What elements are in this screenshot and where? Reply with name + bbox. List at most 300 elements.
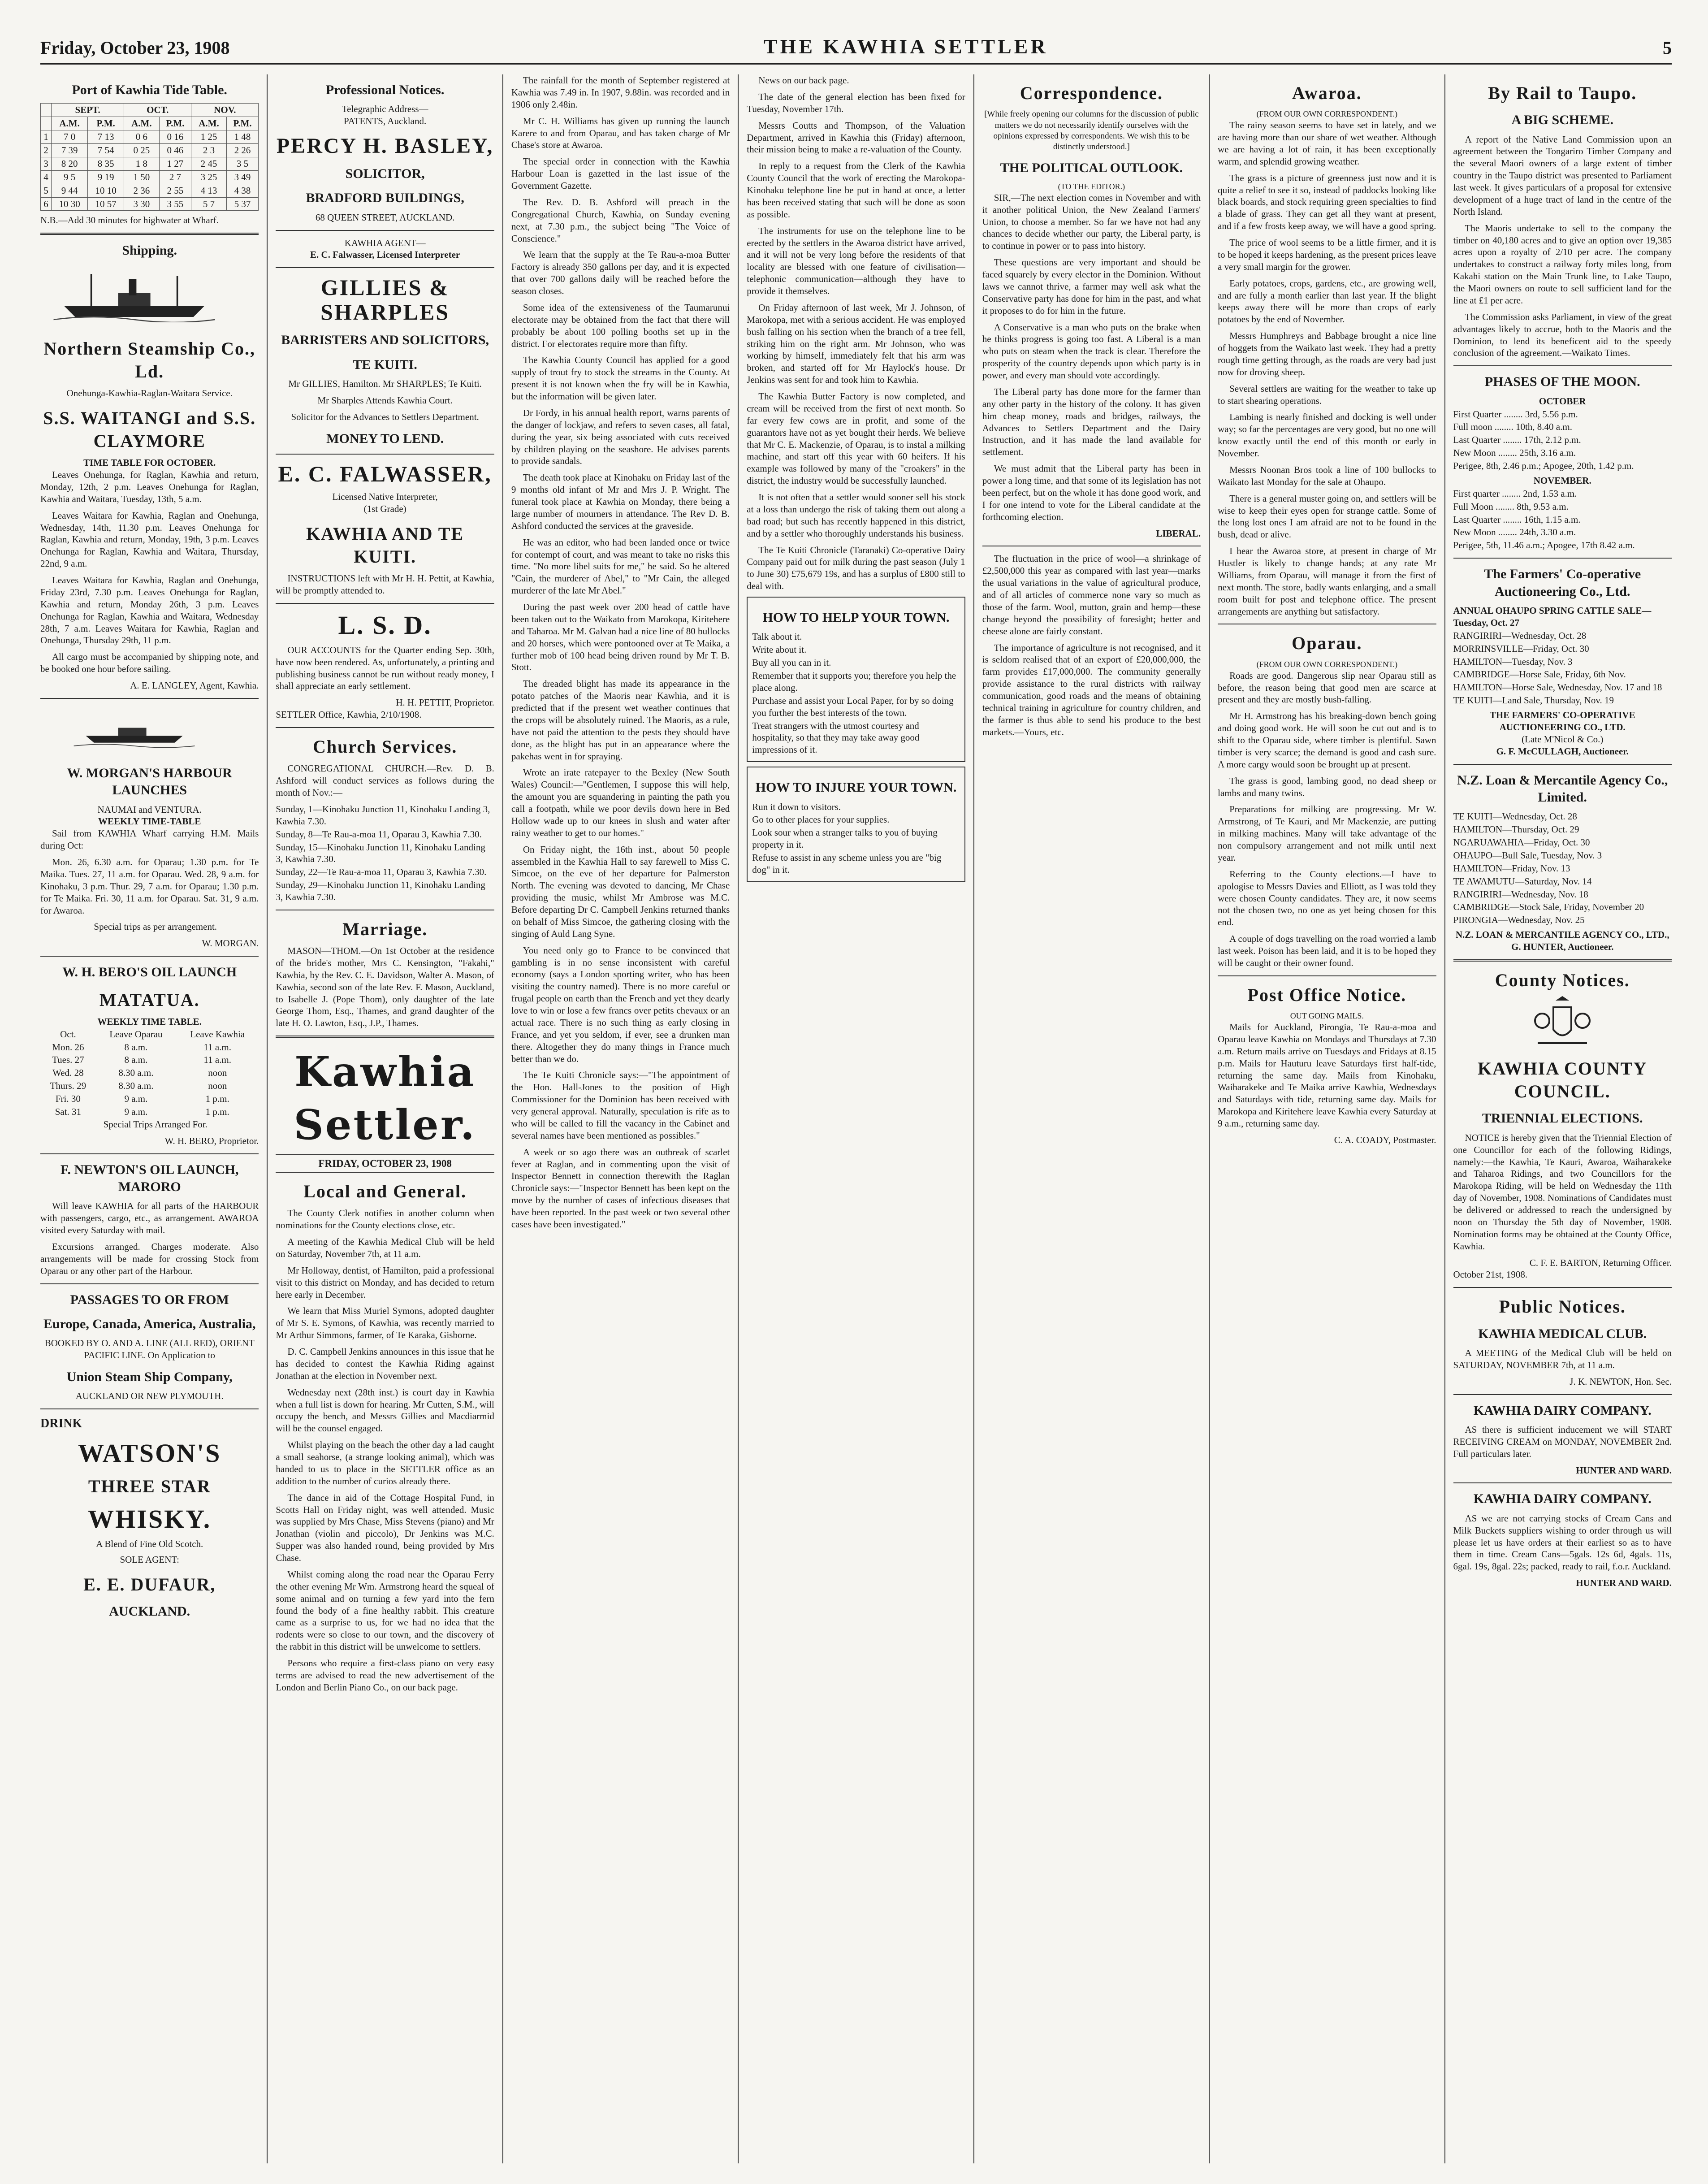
bero-special: Special Trips Arranged For.: [103, 1118, 208, 1130]
bero-cell: Tues. 27: [52, 1054, 84, 1066]
news-item: On Friday afternoon of last week, Mr J. Johnson, of Marokopa, met with a serious accident. He was employed bush falling on his section when the branch of a tree fell, striking him on the right arm. Mr Johnson, who was working by himself, immediately felt that his arm was broken, and started off for Mr Haylock's house. Dr Jenkins was sent for and took him to Kawhia.: [747, 302, 965, 386]
divider: [40, 698, 259, 699]
news-item: Some idea of the extensiveness of the Taumarunui electorate may be obtained from the fact that there will probably be about 100 polling booths set up in the district. For electorates require more than fifty.: [511, 302, 730, 349]
bero-cell: Fri. 30: [55, 1093, 81, 1105]
tide-blank: [41, 117, 52, 130]
watsons-three-star: THREE STAR: [88, 1476, 211, 1496]
divider: [40, 233, 259, 235]
news-item: We learn that the supply at the Te Rau-a-moa Butter Factory is already 350 gallons per day, and it is expected that over 700 gallons daily will be reached before the season closes.: [511, 249, 730, 296]
tide-table-body: [41, 130, 259, 211]
bero-timetable-body: [40, 1028, 259, 1118]
bero-cell: 8 a.m.: [124, 1054, 148, 1066]
how-to-help-line: Remember that it supports you; therefore you help the place along.: [752, 670, 956, 693]
tide-cell: 7 13: [88, 130, 124, 144]
local-item: Persons who require a first-class piano on very easy terms are advised to read the new advertisement of the London and Berlin Piano Co., on our back page.: [276, 1658, 494, 1693]
news-item: The importance of agriculture is not recognised, and it is seldom realised that of an export of £20,000,000, the farm provides £17,000,000. The community generally provide assistance to the rural districts with railway communication, good roads and the means of obtaining technical training in agriculture for country children, and the farmer is thus able to send his produce to the best markets.—Yours, etc.: [982, 642, 1201, 737]
divider: [1453, 764, 1672, 765]
postmaster-signature: C. A. COADY, Postmaster.: [1334, 1134, 1436, 1145]
tide-cell: 2 55: [159, 184, 191, 197]
tide-cell: 3 55: [159, 197, 191, 211]
column-5: [973, 74, 1209, 2163]
passages-text: BOOKED BY O. AND A. LINE (ALL RED), ORIENT PACIFIC LINE. On Application to: [44, 1338, 255, 1361]
issue-date: Friday, October 23, 1908: [40, 38, 230, 58]
county-notices-heading: County Notices.: [1495, 970, 1630, 990]
letter-paragraph: The Liberal party has done more for the farmer than any other party in the history of the colony. It has given him cheap money, roads and bridges, railways, the Advances to Settlers Department and the Dairy Instruction, and it has made the land available for settlement.: [982, 386, 1201, 458]
news-item: It is not often that a settler would sooner sell his stock at a loss than undergo the risk of taking them out along a bad road; but such has recently happened in this district, and by a settler who thoroughly understands his business.: [747, 492, 965, 539]
nsc-schedule: Leaves Onehunga, for Raglan, Kawhia and return, Monday, 12th, 2 p.m. Leaves Onehunga for Raglan, Kawhia and Waitara, Tuesday, 13th, 5 a.m.: [40, 469, 259, 504]
newton-text: Will leave KAWHIA for all parts of the HARBOUR with passengers, cargo, etc., as arrangement. AWAROA visited every Saturday with mail.: [40, 1200, 259, 1236]
divider: [1218, 975, 1436, 976]
nsc-cargo-note: All cargo must be accompanied by shipping note, and be booked one hour before sailing.: [40, 651, 259, 675]
watsons-city: AUCKLAND.: [109, 1603, 190, 1619]
tide-cell: 2 45: [191, 157, 226, 170]
news-item: News on our back page.: [758, 75, 849, 86]
how-to-injure-heading: HOW TO INJURE YOUR TOWN.: [755, 780, 957, 795]
how-to-help-heading: HOW TO HELP YOUR TOWN.: [762, 610, 950, 625]
letter-paragraph: SIR,—The next election comes in November and with it another political Union, the New Zealand Farmers' Union, to choose a member. So far we have not had any chances to decide whether our party, the Liberal party, is to continue in power or to pass into history.: [982, 192, 1201, 251]
tide-cell: 2 36: [124, 184, 159, 197]
council-date: October 21st, 1908.: [1453, 1269, 1528, 1280]
farmers-coop-late: (Late M'Nicol & Co.): [1522, 733, 1604, 745]
local-item: Mr Holloway, dentist, of Hamilton, paid a professional visit to this district on Monday, and has decided to return here early in December.: [276, 1265, 494, 1300]
tide-cell: 0 6: [124, 130, 159, 144]
tide-col: P.M.: [159, 117, 191, 130]
rail-item: The Commission asks Parliament, in view of the great advantages likely to accrue, both to the Maoris and the Dominion, to lend its beneficent aid to the speedy conclusion of the agreement.—Waikato Times.: [1453, 311, 1672, 359]
tide-row: [41, 157, 259, 170]
tide-cell: 4 13: [191, 184, 226, 197]
news-item: The rainfall for the month of September registered at Kawhia was 7.49 in. In 1907, 9.88in. was recorded and in 1906 only 2.48in.: [511, 75, 730, 110]
moon-phase-line: Perigee, 5th, 11.46 a.m.; Apogee, 17th 8.42 a.m.: [1453, 540, 1635, 551]
tide-cell: 1 27: [159, 157, 191, 170]
morgan-special: Special trips as per arrangement.: [94, 921, 217, 932]
farmers-sale-line: HAMILTON—Horse Sale, Wednesday, Nov. 17 and 18: [1453, 682, 1662, 693]
tide-cell: 0 46: [159, 144, 191, 157]
dairy-company-heading: KAWHIA DAIRY COMPANY.: [1473, 1491, 1652, 1507]
news-item: Mr C. H. Williams has given up running the launch Karere to and from Oparau, and has taken charge of Mr Chase's store at Awaroa.: [511, 115, 730, 151]
awaroa-correspondent: (FROM OUR OWN CORRESPONDENT.): [1256, 109, 1398, 119]
morgan-signature: W. MORGAN.: [202, 938, 259, 949]
tide-cell: 9 19: [88, 170, 124, 184]
bero-cell: Sat. 31: [55, 1106, 82, 1117]
moon-october: OCTOBER: [1539, 395, 1586, 407]
column-1: [40, 74, 267, 2163]
church-item: Sunday, 1—Kinohaku Junction 11, Kinohaku Landing 3, Kawhia 7.30.: [276, 803, 490, 827]
farmers-sale-line: HAMILTON—Tuesday, Nov. 3: [1453, 656, 1573, 667]
launch-illustration: [40, 710, 228, 750]
moon-phase-line: New Moon ........ 24th, 3.30 a.m.: [1453, 527, 1576, 538]
moon-phase-line: First Quarter ........ 3rd, 5.56 p.m.: [1453, 408, 1578, 420]
awaroa-item: The price of wool seems to be a little firmer, and it is to be hoped it keeps hardening, as the present prices leave a very small margin for the grower.: [1218, 237, 1436, 272]
lsd-office: SETTLER Office, Kawhia, 2/10/1908.: [276, 709, 422, 720]
correspondence-heading: Correspondence.: [1020, 83, 1163, 103]
local-item: Whilst coming along the road near the Oparau Ferry the other evening Mr Wm. Armstrong heard the squeal of some animal and on turning a few yard into the fern found the body of a fine healthy rabbit. This creature came as a surprise to us, for we had no idea that the rodents were so close to our town, and the discovery of the rabbit in this district will be unwelcome to settlers.: [276, 1569, 494, 1652]
money-to-lend: MONEY TO LEND.: [326, 431, 444, 446]
dairy-company-signature: HUNTER AND WARD.: [1576, 1577, 1672, 1589]
news-item: Messrs Coutts and Thompson, of the Valuation Department, arrived in Kawhia this (Friday) afternoon, their mission being to make a re-valuation of the County.: [747, 120, 965, 155]
passages-heading: PASSAGES TO OR FROM: [70, 1292, 229, 1307]
news-item: The Kawhia County Council has applied for a good supply of trout fry to stock the streams in the County. At present it is not known when the fry will be in Kawhia, but the information will be given later.: [511, 355, 730, 402]
letter-paragraph: A Conservative is a man who puts on the brake when he thinks progress is going too fast. A Liberal is a man who puts on steam when the track is clear. Therefore the prosperity of the country depends upon which party is in power, and every man should vote accordingly.: [982, 321, 1201, 381]
news-item: Dr Fordy, in his annual health report, warns parents of the danger of lockjaw, and refers to seven cases, all fatal, during the year, six being associated with cuts received by children playing on the seashore. He advises parents to provide sandals.: [511, 407, 730, 467]
oparau-correspondent: (FROM OUR OWN CORRESPONDENT.): [1256, 659, 1398, 669]
divider: [276, 267, 494, 268]
nz-loan-sale-line: HAMILTON—Friday, Nov. 13: [1453, 862, 1570, 874]
farmers-sale-line: TE KUITI—Land Sale, Thursday, Nov. 19: [1453, 695, 1614, 706]
tide-cell: 2 3: [191, 144, 226, 157]
awaroa-item: The rainy season seems to have set in lately, and we are having more than our share of wet weather. Although we are having a lot of rain, it has been exceptionally warm, and splendid growing weather.: [1218, 120, 1436, 167]
news-item: He was an editor, who had been landed once or twice for contempt of court, and was meant to take no risks this time. "No more libel suits for me," he said. So he altered "Cain, the murderer of Abel," to "Mr Cain, the alleged murderer of the late Mr Abel.": [511, 537, 730, 596]
tide-cell: 2: [41, 144, 52, 157]
bero-launch: W. H. BERO'S OIL LAUNCH: [62, 965, 237, 980]
big-scheme-subhead: A BIG SCHEME.: [1511, 113, 1614, 128]
steamship-illustration: [40, 269, 228, 322]
tide-col: P.M.: [226, 117, 259, 130]
letter-paragraph: These questions are very important and should be faced squarely by every elector in the Dominion. Without laws we cannot thrive, a farmer may well ask what the Conservative party has done for him in the past, and what it proposes to do for him in the future.: [982, 257, 1201, 316]
bero-cell: Wed. 28: [52, 1067, 84, 1079]
bero-signature: W. H. BERO, Proprietor.: [164, 1135, 259, 1146]
moon-phase-line: First quarter ........ 2nd, 1.53 a.m.: [1453, 488, 1577, 499]
tide-row: [41, 130, 259, 144]
oparau-item: A couple of dogs travelling on the road worried a lamb last week. Poison has been laid, and it is to be hoped they will be caught or their owner found.: [1218, 933, 1436, 968]
moon-phases-heading: PHASES OF THE MOON.: [1484, 374, 1640, 390]
tide-cell: 0 16: [159, 130, 191, 144]
letter-signature: LIBERAL.: [1156, 528, 1201, 539]
how-to-help-line: Purchase and assist your Local Paper, for by so doing you further the best interests of the town.: [752, 695, 954, 718]
nz-loan-heading: N.Z. Loan & Mercantile Agency Co., Limited.: [1457, 772, 1668, 805]
church-item: Sunday, 22—Te Rau-a-moa 11, Oparau 3, Kawhia 7.30.: [276, 867, 487, 878]
moon-phase-line: Last Quarter ........ 17th, 2.12 p.m.: [1453, 434, 1581, 446]
divider: [1453, 1287, 1672, 1288]
tide-cell: 10 10: [88, 184, 124, 197]
bero-row: [40, 1028, 259, 1041]
farmers-coop-heading: The Farmers' Co-operative Auctioneering Co., Ltd.: [1484, 567, 1641, 599]
bero-cell: 1 p.m.: [205, 1093, 229, 1105]
watsons-brand: WATSON'S: [78, 1439, 221, 1468]
divider: [276, 603, 494, 604]
bero-ship: MATATUA.: [99, 989, 200, 1010]
bero-cell: Mon. 26: [52, 1041, 84, 1053]
basley-address: 68 QUEEN STREET, AUCKLAND.: [315, 212, 455, 223]
news-item: During the past week over 200 head of cattle have been taken out to the Waikato from Marokopa, Kiritehere and Taharoa. Mr M. Galvan had a nice line of 80 bullocks and 20 horses, which were pontooned over at Te Maika, a further mob of 100 head being driven round by Mr T. B. Stott.: [511, 602, 730, 673]
gillies-sharples-advances: Solicitor for the Advances to Settlers Department.: [291, 411, 479, 422]
post-office-text: Mails for Auckland, Pirongia, Te Rau-a-moa and Oparau leave Kawhia on Mondays and Thursdays at 7.30 a.m. Return mails arrive on Tuesdays and Fridays at 8.15 p.m. Mails for Hauturu leave Saturdays first half-tide, returning the same day. Mails from Kinohaku, Waiharakeke and Te Maika arrive Kawhia, Wednesdays and Saturdays with tide, returning same day. Mails for Marokopa and Kiritehere leave Kawhia every Saturday at 9 a.m., returning same day.: [1218, 1022, 1436, 1129]
nz-loan-sale-line: PIRONGIA—Wednesday, Nov. 25: [1453, 914, 1585, 926]
how-to-injure-box: [747, 767, 965, 882]
county-council-name: KAWHIA COUNTY COUNCIL.: [1478, 1058, 1647, 1102]
shipping-heading: Shipping.: [122, 243, 177, 258]
tide-month-oct: OCT.: [124, 104, 191, 117]
farmers-sale-line: CAMBRIDGE—Horse Sale, Friday, 6th Nov.: [1453, 669, 1626, 680]
nsc-schedule: Leaves Waitara for Kawhia, Raglan and Onehunga, Wednesday, 14th, 11.30 p.m. Leaves Onehunga for Raglan, Kawhia and return, Monday, 19th, 3 p.m. Leaves Onehunga for Raglan, Kawhia and Waitara, Thursday, 22nd, 9 a.m.: [40, 510, 259, 569]
medical-club-notice: A MEETING of the Medical Club will be held on SATURDAY, NOVEMBER 7th, at 11 a.m.: [1453, 1347, 1672, 1370]
falwasser-grade: (1st Grade): [363, 503, 406, 515]
divider: [276, 1036, 494, 1038]
column-3: [502, 74, 738, 2163]
tide-month-sept: SEPT.: [52, 104, 124, 117]
divider: [40, 1408, 259, 1409]
morgan-schedule: Mon. 26, 6.30 a.m. for Oparau; 1.30 p.m. for Te Maika. Tues. 27, 11 a.m. for Oparau. Wed. 28, 9 a.m. for Kinohaku, 3 p.m. Thur. 29, 7 a.m. for Oparau; 1.30 p.m. for Te Maika. Fri. 30, 11 a.m. for Oparau. Sat. 31, 9 a.m. for Awaroa.: [40, 857, 259, 916]
dairy-company-notice: AS we are not carrying stocks of Cream Cans and Milk Buckets suppliers wishing to order through us will please let us have orders at their earliest so as to have them in time. Cream Cans—5gals. 12s 6d, 4gals. 11s, 6gal. 19s, 8gal. 22s; packed, ready to rail, f.o.r. Auckland.: [1453, 1512, 1672, 1572]
tide-cell: 1: [41, 130, 52, 144]
church-item: Sunday, 29—Kinohaku Junction 11, Kinohaku Landing 3, Kawhia 7.30.: [276, 880, 485, 902]
gillies-sharples-court: Mr Sharples Attends Kawhia Court.: [317, 395, 453, 406]
council-signature: C. F. E. BARTON, Returning Officer.: [1529, 1257, 1672, 1268]
nz-loan-sale-line: TE AWAMUTU—Saturday, Nov. 14: [1453, 875, 1592, 887]
divider: [276, 727, 494, 728]
tide-cell: 10 57: [88, 197, 124, 211]
awaroa-item: I hear the Awaroa store, at present in charge of Mr Hustler is likely to change hands; at any rate Mr Williams, from Oparau, will manage it from the first of next month. The store, badly wants enlarging, and a small room built for post and telephone office. The present arrangements are anything but satisfactory.: [1218, 546, 1436, 617]
nz-loan-sale-line: OHAUPO—Bull Sale, Tuesday, Nov. 3: [1453, 849, 1602, 861]
moon-phase-line: Full moon ........ 10th, 8.40 a.m.: [1453, 421, 1572, 433]
morgan-schedule: Sail from KAWHIA Wharf carrying H.M. Mails during Oct:: [40, 828, 259, 851]
bero-timetable: [40, 1028, 259, 1118]
kawhia-agent-label: KAWHIA AGENT—: [344, 237, 426, 248]
bero-cell: 9 a.m.: [124, 1093, 148, 1105]
tide-cell: 1 8: [124, 157, 159, 170]
basley-name: PERCY H. BASLEY,: [276, 134, 494, 158]
watsons-agent-label: SOLE AGENT:: [120, 1554, 179, 1565]
bero-row: [40, 1092, 259, 1105]
moon-phase-line: Perigee, 8th, 2.46 p.m.; Apogee, 20th, 1.42 p.m.: [1453, 460, 1634, 472]
local-item: A meeting of the Kawhia Medical Club will be held on Saturday, November 7th, at 11 a.m.: [276, 1236, 494, 1259]
news-item: Wrote an irate ratepayer to the Bexley (New South Wales) Council:—"Gentlemen, I suppose this will help, the amount you are squandering in painting the path you call a footpath, while we poor devils down here in Bed Hollow wade up to our knees in slush and water after rainy weather to get to our homes.": [511, 767, 730, 838]
basley-title: SOLICITOR,: [345, 166, 425, 181]
falwasser-title: Licensed Native Interpreter,: [332, 491, 438, 503]
how-to-help-line: Write about it.: [752, 644, 807, 655]
bero-row: [40, 1105, 259, 1118]
nz-loan-auctioneer: G. HUNTER, Auctioneer.: [1511, 941, 1614, 953]
oparau-item: Preparations for milking are progressing. Mr W. Armstrong, of Te Kauri, and Mr Mackenzie, are putting in milking machines. Many will take advantage of the non compulsory arrangement and not milk until next year.: [1218, 804, 1436, 863]
rail-item: The Maoris undertake to sell to the company the timber on 40,180 acres and to give an option over 19,385 acres upon a royalty of 2/10 per acre. The company undertakes to construct a railway forty miles long, from Kakahi station on the Main Trunk line, to Lake Taupo, the Maori owners on route to sell sufficient land for the line at £1 per acre.: [1453, 222, 1672, 306]
tide-col: P.M.: [88, 117, 124, 130]
awaroa-item: Messrs Humphreys and Babbage brought a nice line of hoggets from the Waikato last week. They had a pretty rough time getting through, as the roads are very bad just now for droving sheep.: [1218, 330, 1436, 377]
bero-cell: noon: [208, 1080, 227, 1092]
tide-day-header: [41, 104, 52, 117]
tide-col: A.M.: [124, 117, 159, 130]
morgan-timetable-title: WEEKLY TIME-TABLE: [98, 816, 201, 827]
tide-cell: 2 7: [159, 170, 191, 184]
divider: [276, 454, 494, 455]
how-to-help-box: [747, 597, 965, 762]
lsd-signature: H. H. PETTIT, Proprietor.: [396, 697, 494, 708]
lsd-text: OUR ACCOUNTS for the Quarter ending Sep. 30th, have now been rendered. As, unfortunately, a printing and publishing business cannot be run without ready money, I shall appreciate an early settlement.: [276, 644, 494, 692]
moon-phase-line: New Moon ........ 25th, 3.16 a.m.: [1453, 447, 1576, 459]
tide-note: N.B.—Add 30 minutes for highwater at Wharf.: [40, 215, 219, 226]
awaroa-item: There is a general muster going on, and settlers will be wise to keep their eyes open for strange cattle. Some of the long lost ones I am afraid are not to be found in the bush, dead or alive.: [1218, 493, 1436, 540]
letter-paragraph: We must admit that the Liberal party has been in power a long time, and that some of its legislation has not been perfect, but on the whole it has done good work, and I for one intend to vote for the Liberal candidate at the forthcoming election.: [982, 463, 1201, 522]
how-to-help-line: Buy all you can in it.: [752, 657, 831, 668]
marriage-heading: Marriage.: [342, 919, 428, 939]
outgoing-mails-label: OUT GOING MAILS.: [1290, 1011, 1364, 1020]
news-item: The Te Kuiti Chronicle says:—"The appointment of the Hon. Hall-Jones to the position of High Commissioner for the Dominion has been received with very general approval. Naturally, speculation is rife as to who will be called to fill the vacancy in the Cabinet and several names have been mentioned as possibles.": [511, 1070, 730, 1141]
moon-november: NOVEMBER.: [1533, 475, 1591, 486]
professional-notices-heading: Professional Notices.: [325, 82, 445, 97]
political-outlook-heading: THE POLITICAL OUTLOOK.: [1000, 160, 1183, 176]
telegraphic-address: Telegraphic Address—: [342, 104, 428, 115]
column-2: [267, 74, 502, 2163]
awaroa-heading: Awaroa.: [1292, 83, 1362, 103]
awaroa-item: Lambing is nearly finished and docking is well under way; so far the percentages are very good, but no one will know exactly until the end of this month or early in November.: [1218, 412, 1436, 459]
divider: [1453, 959, 1672, 962]
tide-cell: 5 7: [191, 197, 226, 211]
nsc-agent: A. E. LANGLEY, Agent, Kawhia.: [130, 680, 259, 691]
news-item: The Te Kuiti Chronicle (Taranaki) Co-operative Dairy Company paid out for milk during the past season (July 1 to June 30) £75,679 19s, and has a surplus of £800 still to deal with.: [747, 544, 965, 592]
bero-cell: Leave Oparau: [109, 1028, 163, 1040]
divider: [1453, 1394, 1672, 1395]
church-list: [276, 803, 494, 903]
tide-cell: 2 26: [226, 144, 259, 157]
local-item: D. C. Campbell Jenkins announces in this issue that he has decided to contest the Kawhia Riding against Jonathan at the election in November next.: [276, 1346, 494, 1381]
news-item: The Kawhia Butter Factory is now completed, and cream will be received from the first of next month. So far every few cows are in profit, and some of the guarantors have not as yet bought their herds. We believe that Mr C. E. Mackenzie, of Oparau, is to instal a milking machine, and start off this year with 60 heifers. If his example was followed by many of the "croakers" in the district, the industry would be successfully launched.: [747, 391, 965, 486]
medical-club-signature: J. K. NEWTON, Hon. Sec.: [1570, 1376, 1672, 1387]
tide-month-nov: NOV.: [191, 104, 259, 117]
tide-cell: 6: [41, 197, 52, 211]
bero-row: [40, 1053, 259, 1066]
newspaper-page: [40, 31, 1672, 2165]
tide-cell: 5 37: [226, 197, 259, 211]
page-number: 5: [1663, 38, 1672, 58]
to-the-editor: (TO THE EDITOR.): [1058, 182, 1125, 191]
falwasser-towns: KAWHIA AND TE KUITI.: [306, 523, 464, 567]
morgan-ships: NAUMAI and VENTURA.: [97, 804, 202, 815]
nsc-schedule: Leaves Waitara for Kawhia, Raglan and Onehunga, Friday 23rd, 7.30 p.m. Leaves Onehunga for Raglan, Kawhia and return, Monday 26th, 3 p.m. Leaves Onehunga for Raglan, Kawhia and Waitara, Wednesday 28th, 7 a.m. Leaves Waitara for Kawhia, Raglan and Onehunga, Thursday 29th, 11 p.m.: [40, 575, 259, 646]
rail-taupo-heading: By Rail to Taupo.: [1488, 83, 1637, 103]
nsc-company: Northern Steamship Co., Ld.: [43, 338, 256, 381]
bero-cell: 1 p.m.: [205, 1106, 229, 1117]
how-to-injure-line: Look sour when a stranger talks to you of buying property in it.: [752, 827, 938, 850]
news-item: You need only go to France to be convinced that gambling is in no sense inconsistent with careful economy (says a London sporting writer, who has been visiting the country named). There is no more careful or frugal people on earth than the French and yet they dearly love to win or lose a few francs over petits chevaux or an actual race. There is no such thing as early closing in France, and yet you seldom, if ever, see a drunken man there. Altogether they do many things in France much better than we do.: [511, 945, 730, 1064]
newton-launch: F. NEWTON'S OIL LAUNCH, MARORO: [60, 1162, 239, 1194]
watsons-blend: A Blend of Fine Old Scotch.: [96, 1538, 203, 1549]
farmers-sale-line: MORRINSVILLE—Friday, Oct. 30: [1453, 643, 1589, 654]
public-notices-heading: Public Notices.: [1499, 1296, 1626, 1317]
nsc-timetable-title: TIME TABLE FOR OCTOBER.: [83, 457, 216, 468]
correspondence-disclaimer: [While freely opening our columns for the discussion of public matters we do not necessarily identify ourselves with the opinions expressed by correspondents. We wish this to be distinctly understood.]: [984, 109, 1199, 152]
news-item: The special order in connection with the Kawhia Harbour Loan is gazetted in the last issue of the Government Gazette.: [511, 156, 730, 191]
moon-phase-line: Last Quarter ........ 16th, 1.15 a.m.: [1453, 514, 1581, 525]
oparau-item: Mr H. Armstrong has his breaking-down bench going and doing good work. He will soon be cut out and is to shift to the Oparau side, where timber is plentiful. Sawn timber is very scarce; the demand is good and cash sure. A more cargy would soon be brought up at present.: [1218, 711, 1436, 770]
dairy-company-heading: KAWHIA DAIRY COMPANY.: [1473, 1403, 1652, 1418]
moon-phase-line: Full Moon ........ 8th, 9.53 a.m.: [1453, 501, 1569, 512]
falwasser-name: E. C. FALWASSER,: [278, 461, 492, 487]
news-item: The dreaded blight has made its appearance in the potato patches of the Maoris near Kawhia, and it is predicted that if the present wet weather continues that the crops will be absolutely ruined. The Maoris, as a rule, have not paid the attention to the pests they should have done, as the blight has put in an appearance where the pakehas went in for spraying.: [511, 678, 730, 762]
tide-cell: 4 38: [226, 184, 259, 197]
news-item: The instruments for use on the telephone line to be erected by the settlers in the Awaroa district have arrived, and it will not be very long before the residents of that locality are blessed with one feature of civilisation—telephonic communication—although they have to provide it themselves.: [747, 225, 965, 296]
newton-text: Excursions arranged. Charges moderate. Also arrangements will be made for crossing Stock from Oparau or any other part of the Harbour.: [40, 1241, 259, 1276]
tide-row: [41, 170, 259, 184]
nz-loan-sale-line: CAMBRIDGE—Stock Sale, Friday, November 20: [1453, 901, 1644, 913]
oparau-item: Roads are good. Dangerous slip near Oparau still as before, the reason being that good men are scarce at present and they are mostly bush-falling.: [1218, 670, 1436, 705]
tide-row: [41, 197, 259, 211]
bero-timetable-title: WEEKLY TIME TABLE.: [97, 1016, 202, 1027]
farmers-coop-sale: ANNUAL OHAUPO SPRING CATTLE SALE—Tuesday, Oct. 27: [1453, 605, 1652, 628]
bero-cell: 8.30 a.m.: [118, 1067, 154, 1079]
church-item: Sunday, 15—Kinohaku Junction 11, Kinohaku Landing 3, Kawhia 7.30.: [276, 841, 485, 865]
nz-loan-company: N.Z. LOAN & MERCANTILE AGENCY CO., LTD.,: [1455, 929, 1669, 940]
paper-nameplate: Kawhia Settler.: [294, 1048, 476, 1149]
news-item: A week or so ago there was an outbreak of scarlet fever at Raglan, and in commenting upon the visit of Inspector Bennett in connection therewith the Raglan Chronicle says:—"Inspector Bennett has been kept on the move by the number of cases of infectious diseases that have been reported. In the past week or two several other cases have been investigated.": [511, 1146, 730, 1230]
dairy-company-signature: HUNTER AND WARD.: [1576, 1465, 1672, 1476]
divider: [1453, 1482, 1672, 1483]
gillies-sharples-title: BARRISTERS AND SOLICITORS,: [281, 333, 489, 348]
church-text: CONGREGATIONAL CHURCH.—Rev. D. B. Ashford will conduct services as follows during the month of Nov.:—: [276, 763, 494, 798]
news-item: The Rev. D. B. Ashford will preach in the Congregational Church, Kawhia, on Sunday evening next, at 7.30 p.m., the subject being "The Voice of Conscience.": [511, 196, 730, 244]
basley-building: BRADFORD BUILDINGS,: [306, 191, 464, 206]
local-general-heading: Local and General.: [303, 1181, 467, 1202]
tide-cell: 0 25: [124, 144, 159, 157]
tide-cell: 4: [41, 170, 52, 184]
tide-cell: 1 50: [124, 170, 159, 184]
divider: [1453, 365, 1672, 366]
council-notice: NOTICE is hereby given that the Triennial Election of one Councillor for each of the following Ridings, namely:—the Kawhia, Te Kauri, Awaroa, Waiharakeke and Taharoa Ridings, and two Councillors for the Marokopa Riding, will be held on Wednesday the 11th day of November, 1908. Nominations of Candidates must be delivered or addressed to reach the undersigned by noon on Thursday the 5th day of November, 1908. Nomination forms may be obtained at the County Office, Kawhia.: [1453, 1132, 1672, 1252]
farmers-coop-company: THE FARMERS' CO-OPERATIVE AUCTIONEERING CO., LTD.: [1489, 710, 1635, 732]
farmers-coop-auctioneer: G. F. McCULLAGH, Auctioneer.: [1496, 745, 1629, 757]
local-item: We learn that Miss Muriel Symons, adopted daughter of Mr S. E. Symons, of Kawhia, was recently married to Mr Arthur Simmons, farmer, of Te Karaka, Gisborne.: [276, 1305, 494, 1341]
nz-loan-sale-line: TE KUITI—Wednesday, Oct. 28: [1453, 811, 1577, 822]
awaroa-item: Messrs Noonan Bros took a line of 100 bullocks to Waikato last Monday for the sale at Ohaupo.: [1218, 464, 1436, 487]
divider: [1453, 558, 1672, 559]
watsons-whisky: WHISKY.: [88, 1504, 212, 1534]
tide-cell: 5: [41, 184, 52, 197]
tide-col: A.M.: [191, 117, 226, 130]
paper-date: FRIDAY, OCTOBER 23, 1908: [276, 1154, 494, 1173]
newspaper-title: THE KAWHIA SETTLER: [763, 35, 1048, 58]
tide-cell: 3 49: [226, 170, 259, 184]
column-6: [1209, 74, 1444, 2163]
tide-cell: 3 25: [191, 170, 226, 184]
nsc-route: Onehunga-Kawhia-Raglan-Waitara Service.: [66, 387, 233, 399]
bero-row: [40, 1066, 259, 1079]
news-item: In reply to a request from the Clerk of the Kawhia County Council that the work of erecting the Marokopa-Kinohaku telephone line be put in hand at once, a letter has been received stating that such will be done as soon as possible.: [747, 160, 965, 220]
news-item: On Friday night, the 16th inst., about 50 people assembled in the Kawhia Hall to say farewell to Miss C. Simcoe, on the eve of her departure for Palmerston North. The evening was devoted to dancing, Mr Chase providing the music, whilst Mr Ambrose was M.C. Before departing Dr C. Campbell Jenkins returned thanks on behalf of Miss Simcoe, the gathering closing with the singing of Auld Lang Syne.: [511, 844, 730, 939]
tide-cell: 9 5: [52, 170, 88, 184]
nsc-ships: S.S. WAITANGI and S.S. CLAYMORE: [43, 407, 256, 451]
bero-cell: 11 a.m.: [203, 1054, 232, 1066]
local-item: Whilst playing on the beach the other day a lad caught a small seahorse, (a strange looking animal), which was handed to us to place in the SETTLER office as an addition to the number of curios already there.: [276, 1439, 494, 1486]
bero-cell: noon: [208, 1067, 227, 1079]
bero-cell: 8.30 a.m.: [118, 1080, 154, 1092]
nz-loan-sale-line: HAMILTON—Thursday, Oct. 29: [1453, 824, 1579, 835]
drink-label: DRINK: [40, 1417, 82, 1431]
farmers-sale-line: RANGIRIRI—Wednesday, Oct. 28: [1453, 630, 1587, 641]
awaroa-item: Several settlers are waiting for the weather to take up to start shearing operations.: [1218, 383, 1436, 406]
how-to-help-line: Talk about it.: [752, 631, 802, 642]
tide-row: [41, 144, 259, 157]
how-to-injure-line: Refuse to assist in any scheme unless you are "big dog" in it.: [752, 852, 942, 875]
union-steam-ship: Union Steam Ship Company,: [66, 1369, 233, 1385]
nz-loan-sale-line: NGARUAWAHIA—Friday, Oct. 30: [1453, 837, 1590, 848]
news-item: The fluctuation in the price of wool—a shrinkage of £2,500,000 this year as compared with last year—marks the usual variations in the value of agricultural produce, and of all articles of commerce none vary so much as those of the farm. Wool, mutton, grain and hemp—these change beyond the possibility of foresight; better and cheese alone are fairly constant.: [982, 553, 1201, 637]
news-item: The date of the general election has been fixed for Tuesday, November 17th.: [747, 91, 965, 114]
masthead: [40, 31, 1672, 65]
union-address: AUCKLAND OR NEW PLYMOUTH.: [75, 1391, 224, 1402]
kawhia-agent-name: E. C. Falwasser, Licensed Interpreter: [310, 249, 460, 260]
tide-cell: 3: [41, 157, 52, 170]
tide-cell: 7 0: [52, 130, 88, 144]
how-to-injure-line: Run it down to visitors.: [752, 801, 841, 812]
bero-cell: Thurs. 29: [50, 1080, 86, 1092]
tide-row: [41, 184, 259, 197]
how-to-injure-line: Go to other places for your supplies.: [752, 814, 890, 825]
gillies-sharples-partners: Mr GILLIES, Hamilton. Mr SHARPLES; Te Kuiti.: [288, 378, 482, 390]
gillies-sharples-town: TE KUITI.: [353, 357, 417, 372]
divider: [276, 230, 494, 231]
tide-cell: 1 48: [226, 130, 259, 144]
how-to-help-line: Treat strangers with the utmost courtesy and hospitality, so that they may take away good impressions of it.: [752, 720, 920, 755]
post-office-heading: Post Office Notice.: [1247, 984, 1407, 1005]
morgan-launches: W. MORGAN'S HARBOUR LAUNCHES: [67, 765, 232, 798]
awaroa-item: The grass is a picture of greenness just now and it is quite a relief to see it so, instead of paddocks looking like black boards, and stock requiring green specialties to find a blade of grass. They can get all they want at present, and if a few frosts keep away, we will have a good spring.: [1218, 172, 1436, 232]
